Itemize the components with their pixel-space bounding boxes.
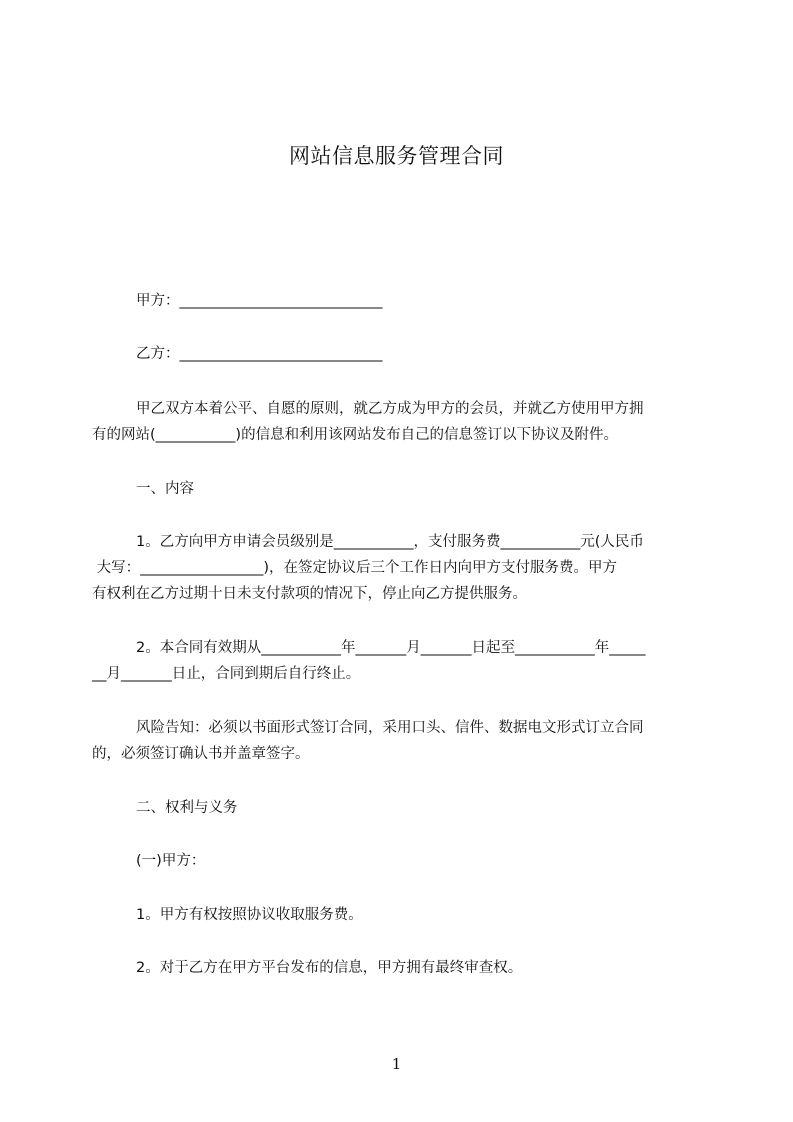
- document-title: 网站信息服务管理合同: [289, 144, 504, 168]
- risk-notice-line-2: 的，必须签订确认书并盖章签字。: [92, 746, 310, 762]
- risk-notice-line-1: 风险告知：必须以书面形式签订合同，采用口头、信件、数据电文形式订立合同: [136, 720, 644, 736]
- party-a-line: 甲方：____________________________: [136, 293, 383, 309]
- party-b-line: 乙方：____________________________: [136, 346, 383, 362]
- section-2-heading: 二、权利与义务: [136, 800, 238, 816]
- page-number: 1: [391, 1055, 402, 1073]
- clause-1-2-line-1: 2。本合同有效期从___________年_______月_______日起至___________年_____: [136, 640, 646, 656]
- preamble-line-1: 甲乙双方本着公平、自愿的原则，就乙方成为甲方的会员，并就乙方使用甲方拥: [136, 401, 644, 417]
- clause-1-1-line-1: 1。乙方向甲方申请会员级别是___________，支付服务费___________元(人民币: [136, 534, 644, 550]
- clause-1-1-line-2: 大写：_________________)，在签定协议后三个工作日内向甲方支付服务费。甲方: [92, 560, 618, 576]
- item-a2: 2。对于乙方在甲方平台发布的信息，甲方拥有最终审查权。: [136, 960, 523, 976]
- section-1-heading: 一、内容: [136, 481, 194, 497]
- preamble-line-2: 有的网站(___________)的信息和利用该网站发布自己的信息签订以下协议及附件。: [92, 427, 619, 443]
- clause-1-1-line-3: 有权利在乙方过期十日未支付款项的情况下，停止向乙方提供服务。: [92, 586, 527, 602]
- subsection-a-heading: (一)甲方：: [136, 853, 206, 869]
- clause-1-2-line-2: __月_______日止，合同到期后自行终止。: [92, 666, 361, 682]
- item-a1: 1。甲方有权按照协议收取服务费。: [136, 907, 363, 923]
